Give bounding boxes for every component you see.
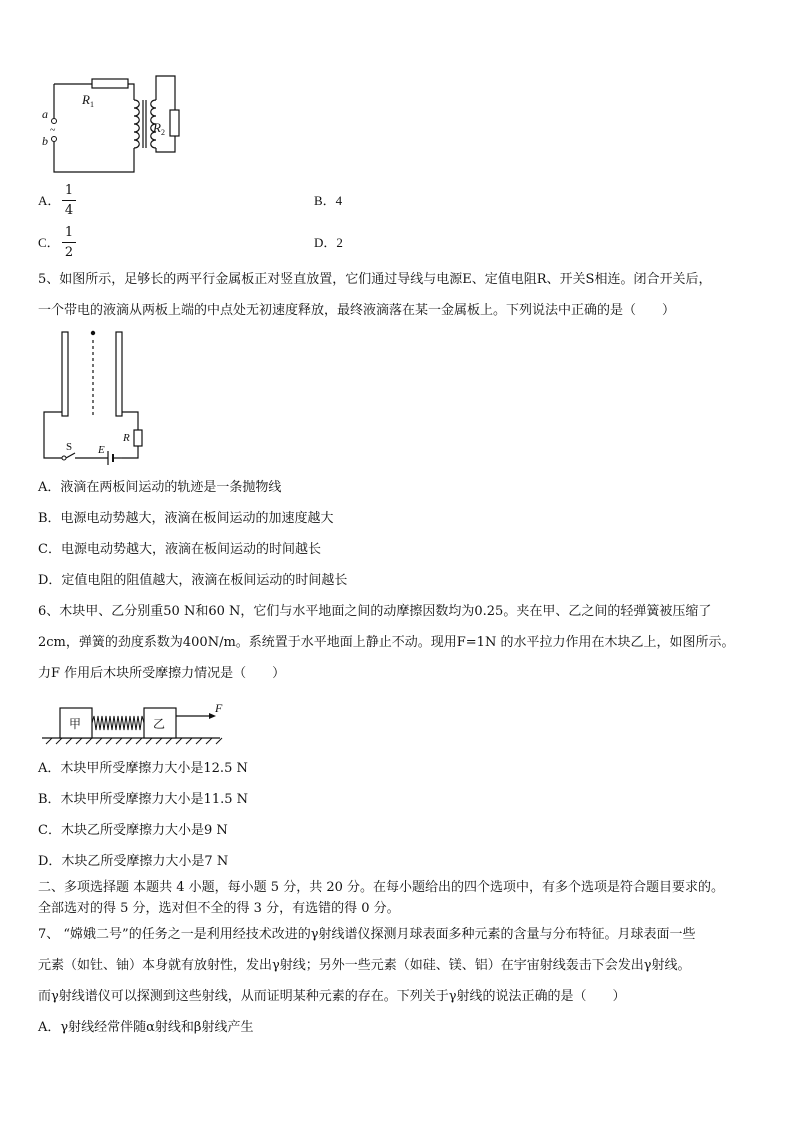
q5-stem-line2: 一个带电的液滴从两板上端的中点处无初速度释放，最终液滴落在某一金属板上。下列说法中正确的是（ ） <box>38 303 676 318</box>
q7-stem-line2: 元素（如钍、铀）本身就有放射性，发出γ射线；另外一些元素（如硅、镁、铝）在宇宙射线轰击下会发出γ射线。 <box>38 958 691 973</box>
section2-heading-line2: 全部选对的得 5 分，选对但不全的得 3 分，有选错的得 0 分。 <box>38 901 400 916</box>
switch-s-label: S <box>66 441 73 453</box>
section2-heading-line1: 二、多项选择题 本题共 4 小题，每小题 5 分，共 20 分。在每小题给出的四个选项中，有多个选项是符合题目要求的。 <box>38 880 725 895</box>
q6-stem-line2: 2cm，弹簧的劲度系数为400N/m。系统置于水平地面上静止不动。现用F=1N 的水平拉力作用在木块乙上，如图所示。 <box>38 635 735 650</box>
q6-stem-line3: 力F 作用后木块所受摩擦力情况是（ ） <box>38 666 286 681</box>
q5-option-c: C．电源电动势越大，液滴在板间运动的时间越长 <box>38 542 321 557</box>
emf-e-label: E <box>98 444 105 456</box>
fraction-bar <box>62 200 76 201</box>
q4-option-a-numerator: 1 <box>64 183 74 198</box>
q6-option-d: D．木块乙所受摩擦力大小是7 N <box>38 854 229 869</box>
terminal-b-label: b <box>42 134 48 148</box>
q6-stem-line1: 6、木块甲、乙分别重50 N和60 N，它们与水平地面之间的动摩擦因数均为0.25。夹在甲、乙之间的轻弹簧被压缩了 <box>38 604 712 619</box>
q5-option-d: D．定值电阻的阻值越大，液滴在板间运动的时间越长 <box>38 573 348 588</box>
terminal-a-label: a <box>42 107 48 121</box>
q7-stem-line3: 而γ射线谱仪可以探测到这些射线，从而证明某种元素的存在。下列关于γ射线的说法正确的是（ ） <box>38 989 626 1004</box>
fraction-bar <box>62 242 76 243</box>
q4-option-c-numerator: 1 <box>64 225 74 240</box>
q4-option-a-fraction <box>62 183 76 218</box>
q6-option-a: A．木块甲所受摩擦力大小是12.5 N <box>38 761 248 776</box>
q7-stem-line1: 7、 “嫦娥二号”的任务之一是利用经技术改进的γ射线谱仪探测月球表面多种元素的含量与分布特征。月球表面一些 <box>38 927 696 942</box>
transformer-circuit-figure <box>30 70 200 180</box>
block-jia-label: 甲 <box>69 717 82 731</box>
block-yi-label: 乙 <box>153 717 166 731</box>
q6-option-b: B．木块甲所受摩擦力大小是11.5 N <box>38 792 249 807</box>
q4-option-c-fraction <box>62 225 76 260</box>
q5-option-a: A．液滴在两板间运动的轨迹是一条抛物线 <box>38 480 282 495</box>
q7-option-a: A．γ射线经常伴随α射线和β射线产生 <box>38 1020 254 1035</box>
r2-label: $R_2$ <box>153 120 165 137</box>
q4-option-c-label: C． <box>38 235 60 250</box>
q4-option-a-label: A． <box>38 193 61 208</box>
q4-option-a-denominator: 4 <box>64 203 74 218</box>
q4-option-c-denominator: 2 <box>64 245 74 260</box>
q5-option-b: B．电源电动势越大，液滴在板间运动的加速度越大 <box>38 511 334 526</box>
q6-option-c: C．木块乙所受摩擦力大小是9 N <box>38 823 228 838</box>
r1-label: $R_1$ <box>82 92 94 109</box>
q4-option-d: D．2 <box>314 235 343 250</box>
resistor-r-label: R <box>123 432 130 444</box>
blocks-spring-figure <box>40 700 240 748</box>
q5-stem-line1: 5、如图所示，足够长的两平行金属板正对竖直放置，它们通过导线与电源E、定值电阻R、开关S相连。闭合开关后， <box>38 272 712 287</box>
parallel-plates-figure <box>38 326 150 466</box>
q4-option-b: B．4 <box>314 193 343 208</box>
force-f-label: F <box>215 701 223 715</box>
ac-source-symbol: ~ <box>50 125 56 136</box>
